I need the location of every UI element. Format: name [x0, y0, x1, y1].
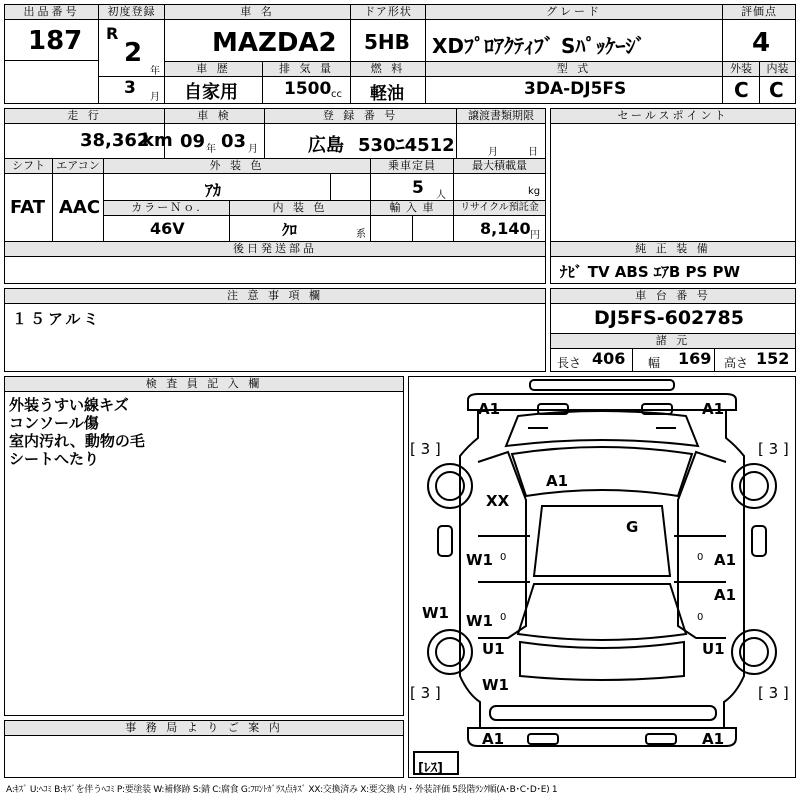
length-value: 406 — [592, 349, 626, 368]
chassis-label: 車 台 番 号 — [551, 289, 795, 304]
displacement-value: 1500 — [284, 79, 332, 99]
recycle-label: リサイクル預託金 — [454, 201, 545, 216]
code-left-door-rear: W1 — [466, 612, 493, 630]
width-label: 幅 — [648, 356, 661, 370]
spare-tire-code: [ﾚｽ] — [418, 761, 443, 776]
lot-number: 187 — [28, 26, 83, 56]
legend-text: A:ｷｽﾞ U:ﾍｺﾐ B:ｷｽﾞを伴うﾍｺﾐ P:要塗装 W:補修跡 S:錆 C:腐食 G:ﾌﾛﾝﾄｶﾞﾗｽ点ｷｽﾞ XX:交換済み X:要交換 内・外装評価 5段階ﾗﾝｸ順(A･B･C･D･E) 1 — [6, 785, 558, 795]
code-rear-right: A1 — [702, 730, 725, 748]
recycle-unit: 円 — [530, 230, 540, 241]
code-pillar: XX — [486, 492, 510, 510]
office-label: 事 務 局 よ り ご 案 内 — [5, 721, 403, 736]
inspection-year-unit: 年 — [206, 144, 216, 155]
plate-label: 登 録 番 号 — [265, 109, 456, 124]
first-reg-label: 初度登録 — [99, 5, 164, 20]
chassis-number: DJ5FS-602785 — [594, 307, 744, 329]
inspector-line-1: 外装うすい線キズ — [9, 396, 129, 414]
inspection-month: 03 — [221, 131, 247, 152]
sales-point-label: セールスポイント — [551, 109, 795, 124]
door-marker-right-rear: 0 — [697, 612, 704, 623]
capacity-unit: 人 — [436, 190, 446, 201]
code-left-rear-fender: U1 — [482, 640, 505, 658]
door-type: 5HB — [364, 30, 410, 54]
model-label: 型 式 — [426, 62, 722, 77]
code-roof: A1 — [546, 472, 569, 490]
fuel-value: 軽油 — [370, 84, 404, 104]
displacement-unit: cc — [331, 89, 342, 100]
import-label: 輸 入 車 — [371, 201, 453, 216]
shift-value: FAT — [10, 197, 46, 218]
history-label: 車 歴 — [165, 62, 262, 77]
code-left-quarter: W1 — [482, 676, 509, 694]
max-load-label: 最大積載量 — [454, 159, 545, 174]
plate-region: 広島 — [308, 135, 344, 156]
code-front-left: A1 — [478, 400, 501, 418]
capacity-value: 5 — [412, 178, 424, 198]
inspector-line-2: コンソール傷 — [9, 414, 99, 432]
year-unit: 年 — [150, 66, 160, 77]
displacement-label: 排 気 量 — [263, 62, 350, 77]
tire-fr: [ 3 ] — [758, 440, 789, 458]
door-marker-right: 0 — [697, 552, 704, 563]
ac-label: エアコン — [53, 159, 103, 174]
equipment-label: 純 正 装 備 — [551, 242, 795, 257]
notes-value: １５アルミ — [12, 310, 102, 328]
code-right-door-rear: A1 — [714, 586, 737, 604]
sales-point-panel — [550, 108, 796, 284]
recycle-value: 8,140 — [480, 219, 531, 238]
inspector-label: 検 査 員 記 入 欄 — [5, 377, 403, 392]
tire-rl: [ 3 ] — [410, 684, 441, 702]
max-load-unit: kg — [528, 186, 541, 197]
code-right-rear-fender: U1 — [702, 640, 725, 658]
month-unit: 月 — [150, 92, 160, 103]
inspection-year: 09 — [180, 131, 206, 152]
shift-label: シフト — [5, 159, 52, 174]
car-name-label: 車 名 — [165, 5, 350, 20]
era-label: R — [106, 24, 119, 43]
dims-label: 諸 元 — [551, 334, 795, 349]
inspector-line-3: 室内汚れ、動物の毛 — [9, 432, 145, 450]
transfer-deadline-label: 譲渡書類期限 — [457, 109, 545, 124]
mileage-unit: km — [142, 130, 173, 151]
interior-label: 内装 — [760, 62, 795, 77]
code-right-door-front: A1 — [714, 551, 737, 569]
equipment-value: ﾅﾋﾞ TV ABS ｴｱB PS PW — [560, 263, 741, 281]
height-label: 高さ — [724, 356, 749, 370]
transfer-month: 月 — [488, 147, 498, 158]
color-no-label: カラーＮｏ. — [104, 201, 229, 216]
model-value: 3DA-DJ5FS — [524, 79, 627, 99]
interior-grade: C — [769, 78, 784, 102]
length-label: 長さ — [557, 356, 582, 370]
car-name: MAZDA2 — [212, 28, 337, 58]
int-color-suffix: 系 — [356, 229, 366, 240]
code-rear-left: A1 — [482, 730, 505, 748]
history-value: 自家用 — [184, 82, 238, 103]
door-label: ドア形状 — [351, 5, 425, 20]
exterior-label: 外装 — [723, 62, 759, 77]
code-front-right: A1 — [702, 400, 725, 418]
tire-rr: [ 3 ] — [758, 684, 789, 702]
color-no-value: 46V — [150, 219, 185, 238]
score-label: 評価点 — [723, 5, 795, 20]
int-color-label: 内 装 色 — [230, 201, 370, 216]
exterior-grade: C — [734, 78, 749, 102]
inspector-line-4: シートへたり — [9, 450, 100, 468]
int-color-value: ｸﾛ — [282, 221, 298, 239]
car-diagram-svg — [408, 376, 796, 778]
code-left-sill: W1 — [422, 604, 449, 622]
inspection-label: 車 検 — [165, 109, 264, 124]
reg-month: 3 — [124, 78, 136, 98]
grade-value: XDﾌﾟﾛｱｸﾃｨﾌﾞ Sﾊﾟｯｹｰｼﾞ — [432, 34, 646, 58]
tire-fl: [ 3 ] — [410, 440, 441, 458]
door-marker-left: 0 — [500, 552, 507, 563]
plate-number: 530ﾆ4512 — [358, 135, 455, 156]
capacity-label: 乗車定員 — [371, 159, 453, 174]
lot-label: 出品番号 — [5, 5, 98, 20]
score-value: 4 — [752, 28, 771, 58]
code-roof-right: G — [626, 518, 639, 536]
grade-label: グレード — [426, 5, 722, 20]
reg-year: 2 — [124, 38, 143, 68]
mileage-label: 走 行 — [5, 109, 164, 124]
mileage-value: 38,362 — [80, 130, 150, 151]
ext-color-label: 外 装 色 — [104, 159, 370, 174]
door-marker-left-rear: 0 — [500, 612, 507, 623]
height-value: 152 — [756, 349, 790, 368]
transfer-day: 日 — [528, 147, 538, 158]
width-value: 169 — [678, 349, 712, 368]
notes-label: 注 意 事 項 欄 — [5, 289, 545, 304]
ac-value: AAC — [59, 197, 101, 218]
inspection-month-unit: 月 — [248, 144, 258, 155]
fuel-label: 燃 料 — [351, 62, 425, 77]
later-parts-label: 後日発送部品 — [5, 242, 545, 257]
code-left-door-front: W1 — [466, 551, 493, 569]
ext-color-value: ｱｶ — [205, 181, 222, 200]
